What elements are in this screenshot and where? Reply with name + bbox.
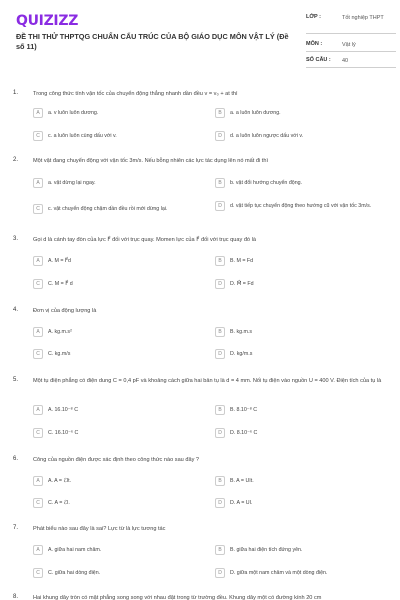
option-text: B. giữa hai điện tích đứng yên. — [230, 547, 303, 553]
option-letter: C — [33, 428, 43, 438]
option-letter: C — [33, 498, 43, 508]
option-text: C. giữa hai dòng điện. — [48, 570, 101, 576]
option-text: d. vật tiếp tục chuyển động theo hướng cũ với vận tốc 3m/s. — [230, 203, 372, 209]
question-number: 6. — [13, 456, 19, 462]
question-number: 3. — [13, 236, 19, 242]
option-letter: C — [33, 568, 43, 578]
option-text: d. a luôn luôn ngược dấu với v. — [230, 133, 304, 139]
meta-label: SỐ CÂU : — [306, 57, 331, 63]
option-letter: B — [215, 327, 225, 337]
option-text: D. A = UI. — [230, 500, 253, 506]
option-text: D. M⃗ = Fd — [230, 281, 254, 287]
meta-value: 40 — [342, 58, 349, 64]
option-text: D. kg/m.s — [230, 351, 253, 357]
question-number: 1. — [13, 90, 19, 96]
meta-label: LỚP : — [306, 14, 321, 20]
meta-value: Tốt nghiệp THPT — [342, 15, 384, 21]
meta-row-class — [306, 14, 396, 34]
option-letter: D — [215, 279, 225, 289]
option-letter: D — [215, 349, 225, 359]
option-text: b. vật đổi hướng chuyển động. — [230, 180, 303, 186]
quizizz-logo: QUIZIZZ — [16, 13, 79, 29]
question-number: 7. — [13, 525, 19, 531]
option-letter: B — [215, 256, 225, 266]
option-letter: C — [33, 204, 43, 214]
option-letter: A — [33, 327, 43, 337]
question-text: Phát biểu nào sau đây là sai? Lực từ là lực tương tác — [33, 526, 166, 532]
option-letter: A — [33, 178, 43, 188]
option-letter: A — [33, 256, 43, 266]
option-letter: A — [33, 405, 43, 415]
option-text: B. A = UIt. — [230, 478, 254, 484]
question-text: Gọi d là cánh tay đòn của lực F⃗ đối với trục quay. Momen lực của F⃗ đối với trục quay đó là — [33, 237, 256, 243]
question-text: Một vật đang chuyển động với vận tốc 3m/s. Nếu bỗng nhiên các lực tác dụng lên nó mất đi thì — [33, 158, 269, 164]
option-letter: A — [33, 545, 43, 555]
worksheet-header — [0, 0, 400, 80]
option-letter: B — [215, 178, 225, 188]
option-text: B. M = Fd — [230, 258, 254, 264]
option-text: C. M = F⃗ d — [48, 281, 73, 287]
question-text: Đơn vị của động lượng là — [33, 308, 97, 314]
option-letter: B — [215, 405, 225, 415]
option-text: D. 8.10⁻⁶ C — [230, 430, 258, 436]
option-text: C. A = ℰI. — [48, 500, 70, 506]
option-letter: B — [215, 545, 225, 555]
option-letter: B — [215, 108, 225, 118]
option-text: a. v luôn luôn dương. — [48, 110, 99, 116]
option-letter: D — [215, 568, 225, 578]
question-number: 4. — [13, 307, 19, 313]
option-text: A. A = ℰIt. — [48, 478, 72, 484]
option-text: A. M = F⃗d — [48, 258, 71, 264]
question-text: Một tụ điện phẳng có điện dung C = 0,4 pF và khoảng cách giữa hai bản tụ là d = 4 mm. Nối tụ điện vào nguồn U = 400 V. Điện tích của tụ là — [33, 378, 382, 384]
option-text: B. 8.10⁻⁸ C — [230, 407, 258, 413]
option-text: c. a luôn luôn cùng dấu với v. — [48, 133, 117, 139]
option-text: A. 16.10⁻⁸ C — [48, 407, 79, 413]
option-letter: A — [33, 476, 43, 486]
option-text: A. giữa hai nam châm. — [48, 547, 102, 553]
option-text: C. kg.m/s — [48, 351, 71, 357]
option-letter: D — [215, 131, 225, 141]
option-letter: C — [33, 131, 43, 141]
meta-row-count — [306, 57, 396, 68]
option-letter: D — [215, 498, 225, 508]
question-number: 2. — [13, 157, 19, 163]
option-text: D. giữa một nam châm và một dòng điện. — [230, 570, 328, 576]
question-number: 5. — [13, 377, 19, 383]
meta-value: Vật lý — [342, 42, 356, 48]
question-number: 8. — [13, 594, 19, 600]
option-letter: D — [215, 201, 225, 211]
option-letter: A — [33, 108, 43, 118]
option-letter: C — [33, 349, 43, 359]
option-text: B. kg.m.s — [230, 329, 253, 335]
question-text: Công của nguồn điện được xác định theo công thức nào sau đây ? — [33, 457, 200, 463]
option-letter: C — [33, 279, 43, 289]
question-text: Trong công thức tính vận tốc của chuyển động thẳng nhanh dần đều v = v₀ + at thì — [33, 91, 238, 97]
option-letter: D — [215, 428, 225, 438]
worksheet-title: ĐỀ THI THỬ THPTQG CHUẨN CẤU TRÚC CỦA BỘ GIÁO DỤC MÔN VẬT LÝ (Đề số 11) — [16, 32, 289, 51]
meta-label: MÔN : — [306, 41, 323, 47]
question-text: Hai khung dây tròn có mặt phẳng song song với nhau đặt trong từ trường đều. Khung dây một có đường kính 20 cm — [33, 595, 322, 600]
option-text: C. 16.10⁻⁶ C — [48, 430, 79, 436]
option-letter: B — [215, 476, 225, 486]
meta-row-subject — [306, 41, 396, 52]
option-text: A. kg.m.s² — [48, 329, 72, 335]
option-text: c. vật chuyển động chậm dần đều rồi mới dừng lại. — [48, 206, 168, 212]
option-text: a. vật dừng lại ngay. — [48, 180, 96, 186]
option-text: a. a luôn luôn dương. — [230, 110, 281, 116]
